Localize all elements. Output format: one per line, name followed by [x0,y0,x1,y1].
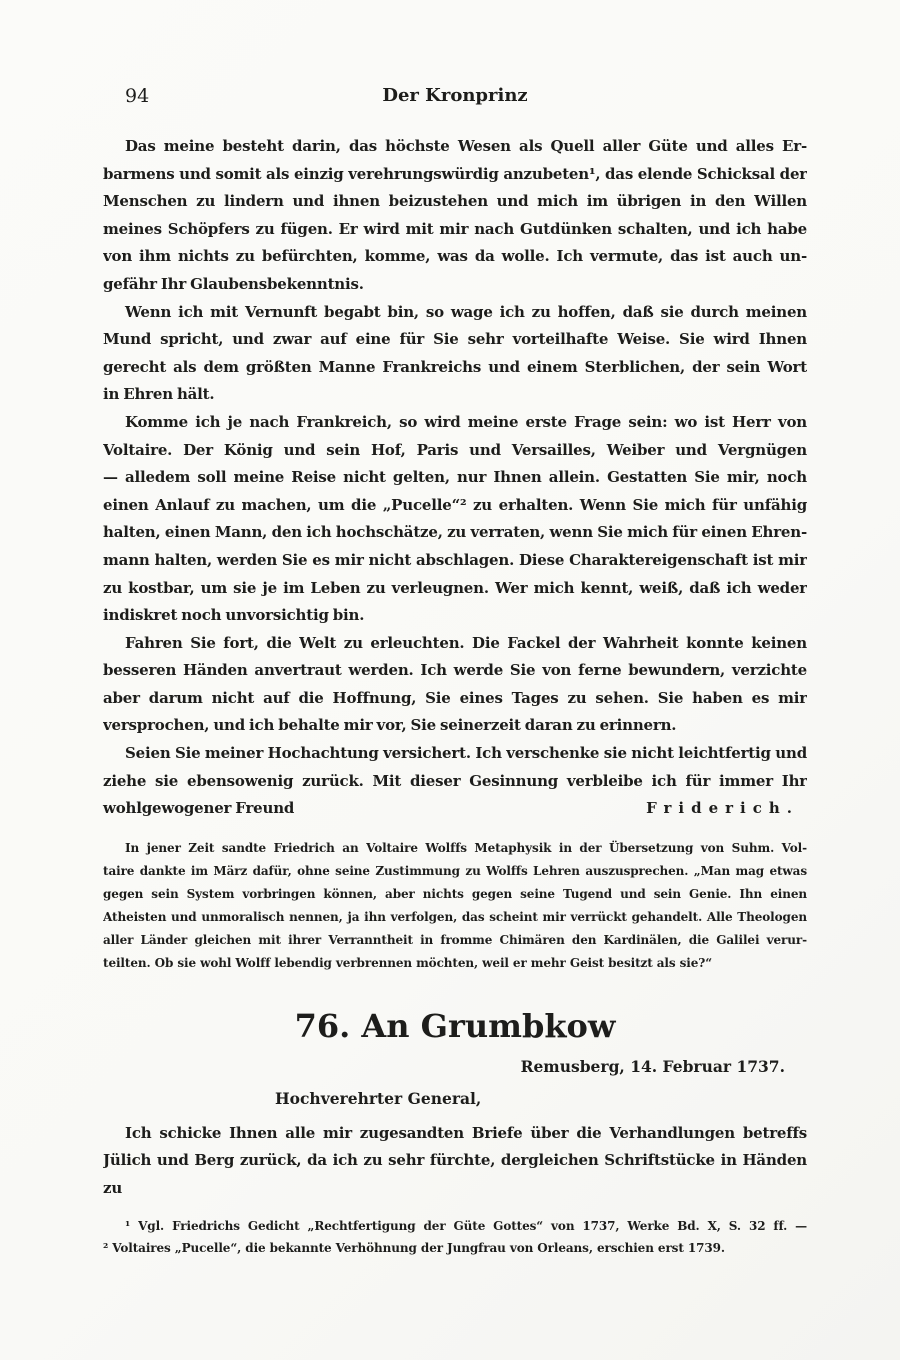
text-line: indiskret noch unvorsichtig bin. [103,606,365,625]
footnotes [103,1215,807,1260]
editorial-note-paragraphs [103,837,807,975]
paragraph [103,133,807,299]
paragraph [103,1237,807,1260]
closing-phrase: wohlgewogener Freund [103,799,295,818]
text-line: taire dankte im März dafür, ohne seine Zustimmung zu Wolffs Lehren auszusprechen. „Man mag etwas [103,863,807,878]
text-line: versprochen, und ich behalte mir vor, Sie seinerzeit daran zu erinnern. [103,716,677,735]
letter-paragraphs [103,133,807,795]
page-number: 94 [125,85,150,107]
text-line: Ich schicke Ihnen alle mir zugesandten Briefe über die Verhandlungen betreffs [125,1123,807,1142]
text-line: aller Länder gleichen mit ihrer Verranntheit in fromme Chimären den Kardinälen, die Galilei verur- [103,932,807,947]
text-line: halten, einen Mann, den ich hochschätze, zu verraten, wenn Sie mich für einen Ehren- [103,523,807,542]
text-line: zu kostbar, um sie je im Leben zu verleugnen. Wer mich kennt, weiß, daß ich weder [103,578,807,597]
text-line: mann halten, werden Sie es mir nicht abschlagen. Diese Charaktereigenschaft ist mir [103,550,807,569]
editorial-note [103,837,807,975]
text-line: ziehe sie ebensowenig zurück. Mit dieser Gesinnung verbleibe ich für immer Ihr [103,771,807,790]
text-line: Jülich und Berg zurück, da ich zu sehr fürchte, dergleichen Schriftstücke in Händen zu [103,1151,807,1198]
running-header-title: Der Kronprinz [382,85,528,106]
text-line: Voltaire. Der König und sein Hof, Paris und Versailles, Weiber und Vergnügen [103,440,807,459]
signature: Friderich. [646,799,799,818]
letter-to-voltaire-body [103,133,807,823]
text-line: aber darum nicht auf die Hoffnung, Sie eines Tages zu sehen. Sie haben es mir [103,688,807,707]
text-line: ² Voltaires „Pucelle“, die bekannte Verhöhnung der Jungfrau von Orleans, erschien erst 1739. [103,1241,725,1256]
text-line: barmens und somit als einzig verehrungswürdig anzubeten¹, das elende Schicksal der [103,164,807,183]
text-line: einen Anlauf zu machen, um die „Pucelle“² zu erhalten. Wenn Sie mich für unfähig [103,495,807,514]
footnote-paragraphs [103,1215,807,1260]
letter-76-paragraphs [103,1120,807,1203]
paragraph [103,837,807,975]
running-head [103,84,807,108]
text-line: Fahren Sie fort, die Welt zu erleuchten. Die Fackel der Wahrheit konnte keinen [125,633,807,652]
paragraph [103,409,807,630]
text-line: von ihm nichts zu befürchten, komme, was da wolle. Ich vermute, das ist auch un- [103,247,807,266]
text-line: gegen sein System vorbringen können, aber nichts gegen seine Tugend und sein Genie. Ihn einen [103,886,807,901]
text-line: besseren Händen anvertraut werden. Ich werde Sie von ferne bewundern, verzichte [103,661,807,680]
closing-line [103,795,807,823]
text-line: — alledem soll meine Reise nicht gelten, nur Ihnen allein. Gestatten Sie mir, noch [103,468,807,487]
paragraph [103,299,807,409]
paragraph [103,1120,807,1203]
text-line: Seien Sie meiner Hochachtung versichert. Ich verschenke sie nicht leichtfertig und [125,744,807,763]
text-line: Menschen zu lindern und ihnen beizustehen und mich im übrigen in den Willen [103,192,807,211]
text-line: meines Schöpfers zu fügen. Er wird mit mir nach Gutdünken schalten, und ich habe [103,219,807,238]
text-line: teilten. Ob sie wohl Wolff lebendig verbrennen möchten, weil er mehr Geist besitzt als sie?“ [103,955,713,970]
paragraph [103,630,807,740]
text-line: Komme ich je nach Frankreich, so wird meine erste Frage sein: wo ist Herr von [125,412,807,431]
salutation: Hochverehrter General, [275,1088,482,1108]
text-line: Das meine besteht darin, das höchste Wesen als Quell aller Güte und alles Er- [125,137,807,155]
letter-76-body [103,1120,807,1203]
text-line: Atheisten und unmoralisch nennen, ja ihn verfolgen, das scheint mir verrückt gehandelt. Alle Theologen [103,909,807,924]
paragraph [103,1215,807,1238]
paragraph [103,740,807,795]
text-line: in Ehren hält. [103,385,215,404]
text-line: ¹ Vgl. Friedrichs Gedicht „Rechtfertigung der Güte Gottes“ von 1737, Werke Bd. X, S. 32 ff. — [125,1218,807,1233]
text-line: gefähr Ihr Glaubensbekenntnis. [103,274,364,293]
letter-heading: 76. An Grumbkow [294,1006,616,1045]
text-line: gerecht als dem größten Manne Frankreichs und einem Sterblichen, der sein Wort [103,357,807,376]
dateline: Remusberg, 14. Februar 1737. [520,1056,785,1076]
text-line: Wenn ich mit Vernunft begabt bin, so wage ich zu hoffen, daß sie durch meinen [125,302,807,321]
text-line: Mund spricht, und zwar auf eine für Sie sehr vorteilhafte Weise. Sie wird Ihnen [103,330,807,349]
text-line: In jener Zeit sandte Friedrich an Voltaire Wolffs Metaphysik in der Übersetzung von Suhm. Vol- [125,840,807,855]
